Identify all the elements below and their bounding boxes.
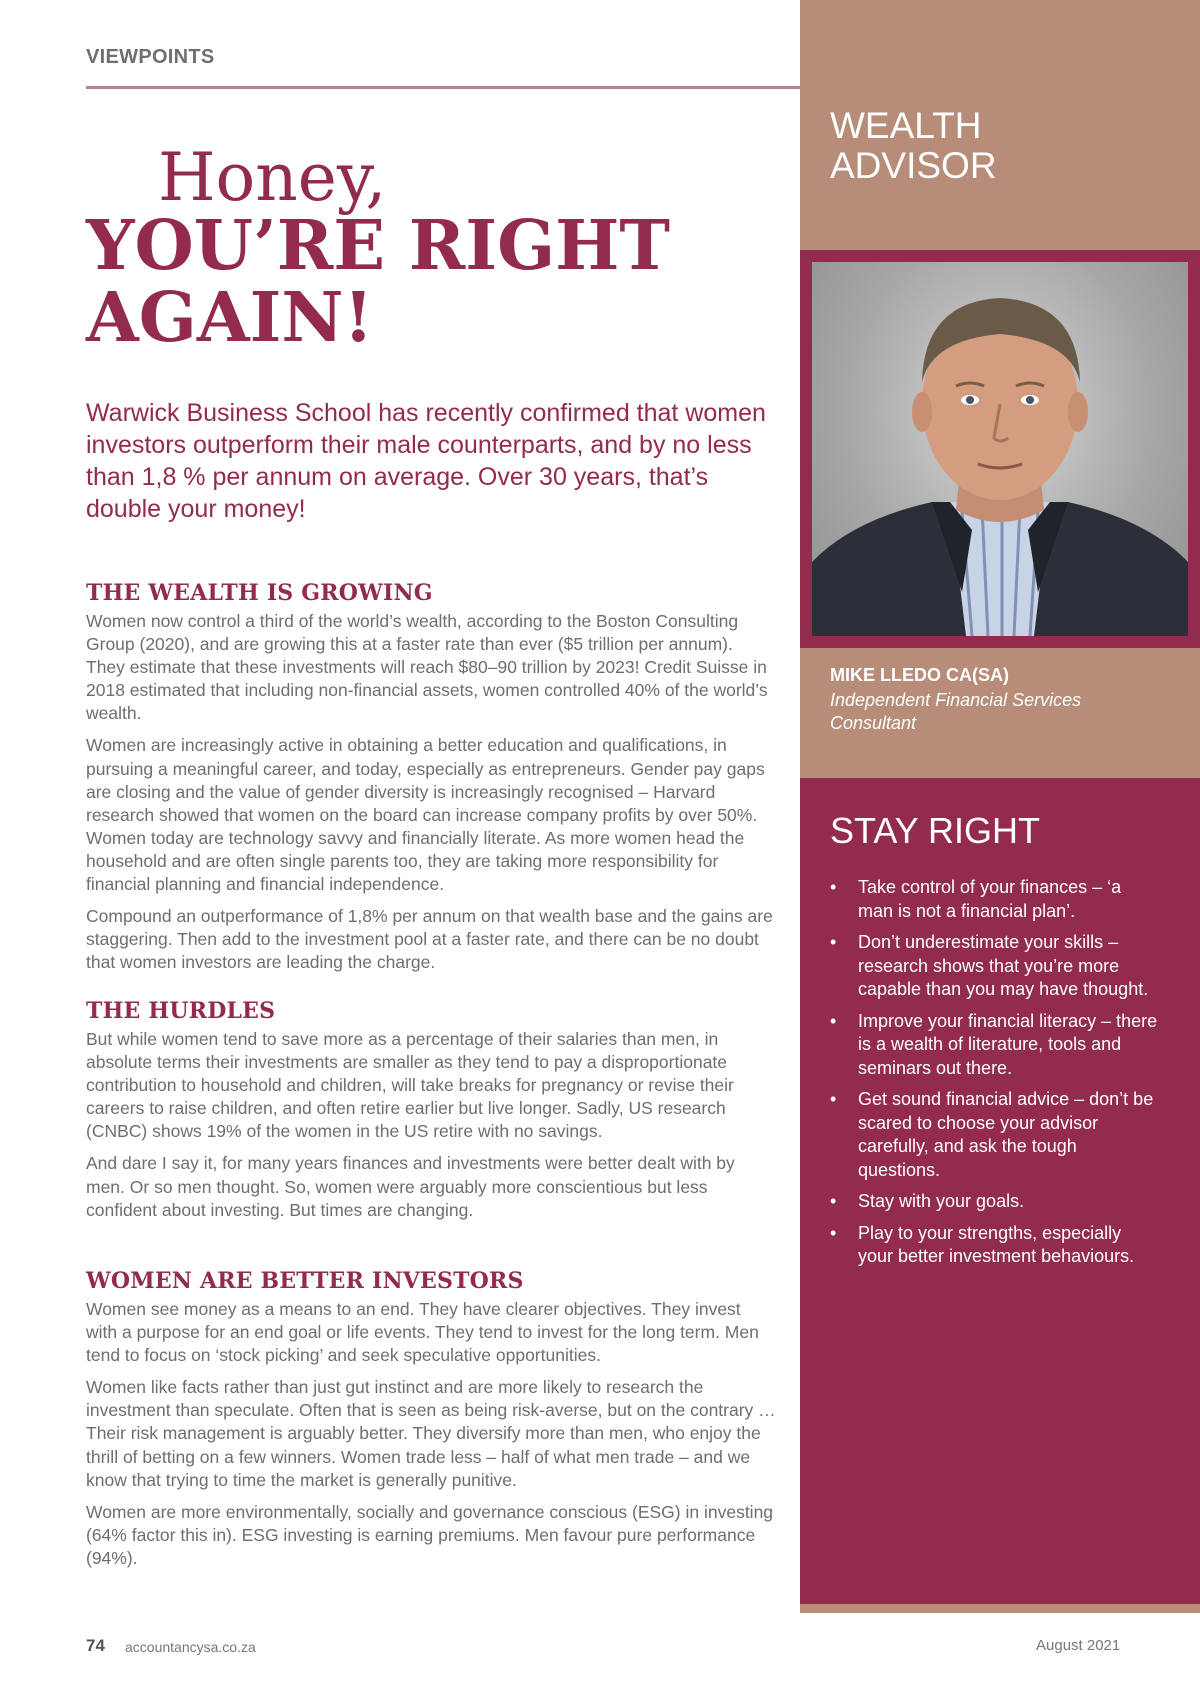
section-better-investors	[86, 1268, 776, 1579]
body-paragraph: Women see money as a means to an end. They have clearer objectives. They invest with a purpose for an end goal or life events. They tend to invest for the long term. Men tend to focus on ‘stock picking’ and seek speculative opportunities.	[86, 1299, 759, 1366]
author-portrait-image	[812, 262, 1188, 636]
body-paragraph: Women are increasingly active in obtaining a better education and qualifications, in pursuing a meaningful career, and today, especially as entrepreneurs. Gender pay gaps are closing and the value of gender diversity is increasingly recognised – Harvard research showed that women on the board can increase company profits by over 50%. Women today are technology savvy and financially literate. As more women head the household and are often single parents too, they are taking more responsibility for financial planning and financial independence.	[86, 735, 765, 895]
column-label	[830, 106, 997, 186]
section-tag: VIEWPOINTS	[86, 46, 215, 68]
body-paragraph: Women are more environmentally, socially and governance conscious (ESG) in investing (64% factor this in). ESG investing is earning premiums. Men favour pure performance (94%).	[86, 1501, 774, 1568]
section-heading: THE WEALTH IS GROWING	[86, 580, 433, 606]
section-hurdles	[86, 998, 776, 1231]
page-number: 74	[86, 1636, 105, 1655]
column-label-line1: WEALTH	[830, 105, 982, 146]
headline-line2: YOU’RE RIGHT AGAIN!	[86, 206, 671, 358]
tip-item: • Play to your strengths, especially your better investment behaviours.	[830, 1222, 1160, 1269]
author-photo	[812, 262, 1188, 636]
headline-line1: Honey,	[158, 139, 387, 216]
body-paragraph: Women like facts rather than just gut instinct and are more likely to research the investment than speculate. Often that is seen as being risk-averse, but on the contrary … Their risk management is arguably better. They diversify more than men, who enjoy the thrill of betting on a few winners. Women trade less – half of what men trade – and we know that trying to time the market is generally punitive.	[86, 1377, 776, 1490]
column-label-line2: ADVISOR	[830, 145, 997, 186]
body-paragraph: Women now control a third of the world’s wealth, according to the Boston Consulting Group (2020), and are growing this at a faster rate than ever ($5 trillion per annum). They estimate that these investments will reach $80–90 trillion by 2023! Credit Suisse in 2018 estimated that including non-financial assets, women controlled 40% of the world’s wealth.	[86, 611, 768, 724]
body-paragraph: But while women tend to save more as a percentage of their salaries than men, in absolute terms their investments are smaller as they tend to pay a disproportionate contribution to household and children, will take breaks for pregnancy or revise their careers to raise children, and often retire earlier but live longer. Sadly, US research (CNBC) shows 19% of the women in the US retire with no savings.	[86, 1029, 734, 1142]
tips-title: STAY RIGHT	[830, 810, 1041, 851]
body-paragraph: Compound an outperformance of 1,8% per annum on that wealth base and the gains are staggering. Then add to the investment pool at a faster rate, and there can be no doubt that women investors are leading the charge.	[86, 906, 773, 973]
intro-standfirst: Warwick Business School has recently confirmed that women investors outperform their male counterparts, and by no less than 1,8 % per annum on average. Over 30 years, that’s double your money!	[86, 399, 766, 523]
section-heading: THE HURDLES	[86, 998, 276, 1024]
tips-panel-bottom-strip	[800, 1604, 1200, 1613]
body-paragraph: And dare I say it, for many years finances and investments were better dealt with by men. Or so men thought. So, women were arguably more conscientious but less confident about investing. But times are changing.	[86, 1153, 735, 1220]
author-name: MIKE LLEDO CA(SA)	[830, 665, 1009, 685]
section-heading: WOMEN ARE BETTER INVESTORS	[86, 1268, 524, 1294]
tips-list	[830, 876, 1160, 1277]
footer-site: accountancysa.co.za	[125, 1639, 256, 1655]
tip-item: • Improve your financial literacy – there is a wealth of literature, tools and seminars out there.	[830, 1010, 1160, 1081]
tip-item: • Stay with your goals.	[830, 1190, 1160, 1214]
footer-date: August 2021	[1036, 1637, 1121, 1654]
author-role: Independent Financial Services Consultant	[830, 690, 1082, 733]
tip-item: • Take control of your finances – ‘a man is not a financial plan’.	[830, 876, 1160, 923]
tip-item: • Get sound financial advice – don’t be scared to choose your advisor carefully, and ask the tough questions.	[830, 1088, 1160, 1182]
tip-item: • Don’t underestimate your skills – research shows that you’re more capable than you may have thought.	[830, 931, 1160, 1002]
section-wealth-growing	[86, 580, 776, 983]
